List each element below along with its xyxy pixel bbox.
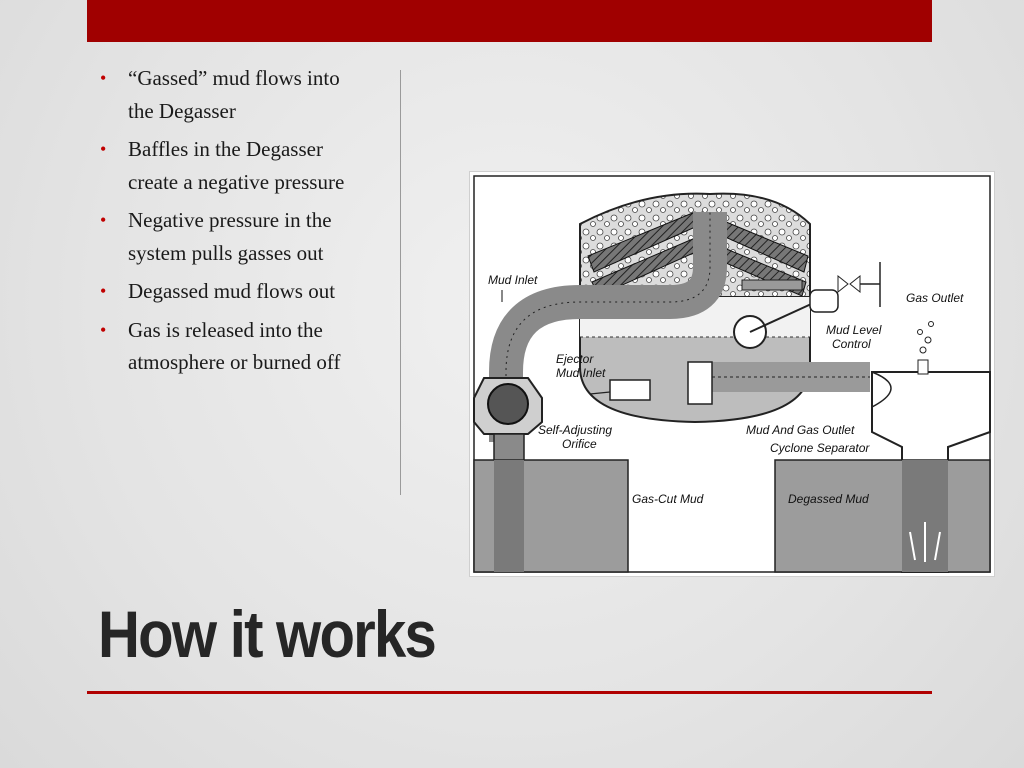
degassed-mud-tank [775,460,990,572]
bullet-text: Gas is released into the atmosphere or burned off [128,317,341,374]
label-mud-level-1: Mud Level [826,323,882,337]
level-controller [810,290,838,312]
bullet-text: “Gassed” mud flows into the Degasser [128,66,340,123]
label-orifice-2: Orifice [562,437,597,451]
bullet-icon: • [100,210,107,230]
bullet-item [100,133,370,198]
bullet-icon: • [100,139,107,159]
label-degassed-mud: Degassed Mud [788,492,869,506]
label-mud-level-2: Control [832,337,871,351]
bullet-list [100,62,370,385]
ejector-inlet [610,380,650,400]
label-cyclone-separator: Cyclone Separator [770,441,870,455]
label-orifice-1: Self-Adjusting [538,423,613,437]
bullet-item [100,314,370,379]
slide-title: How it works [98,597,436,671]
degasser-diagram-svg [470,172,994,576]
title-underline [87,691,932,694]
bullet-item [100,204,370,269]
bullet-item [100,275,370,308]
bullet-icon: • [100,68,107,88]
column-divider [400,70,401,495]
label-gas-cut-mud: Gas-Cut Mud [632,492,704,506]
label-ejector-2: Mud Inlet [556,366,606,380]
suction-pipe-in-tank [494,460,524,572]
ejector-body [688,362,712,404]
label-mud-inlet: Mud Inlet [488,273,538,287]
bullet-icon: • [100,281,107,301]
degasser-diagram [470,172,994,576]
bullet-text: Baffles in the Degasser create a negative pressure [128,137,345,194]
gas-pipe-top [742,280,802,290]
label-mud-gas-outlet: Mud And Gas Outlet [746,423,855,437]
label-ejector-1: Ejector [556,352,594,366]
bullet-text: Negative pressure in the system pulls gasses out [128,208,332,265]
top-accent-bar [87,0,932,42]
bullet-icon: • [100,319,107,340]
cyclone-gas-vent [918,360,928,374]
bullet-item [100,62,370,127]
label-gas-outlet: Gas Outlet [906,291,964,305]
bullet-text: Degassed mud flows out [128,279,336,303]
orifice-ball [488,384,528,424]
